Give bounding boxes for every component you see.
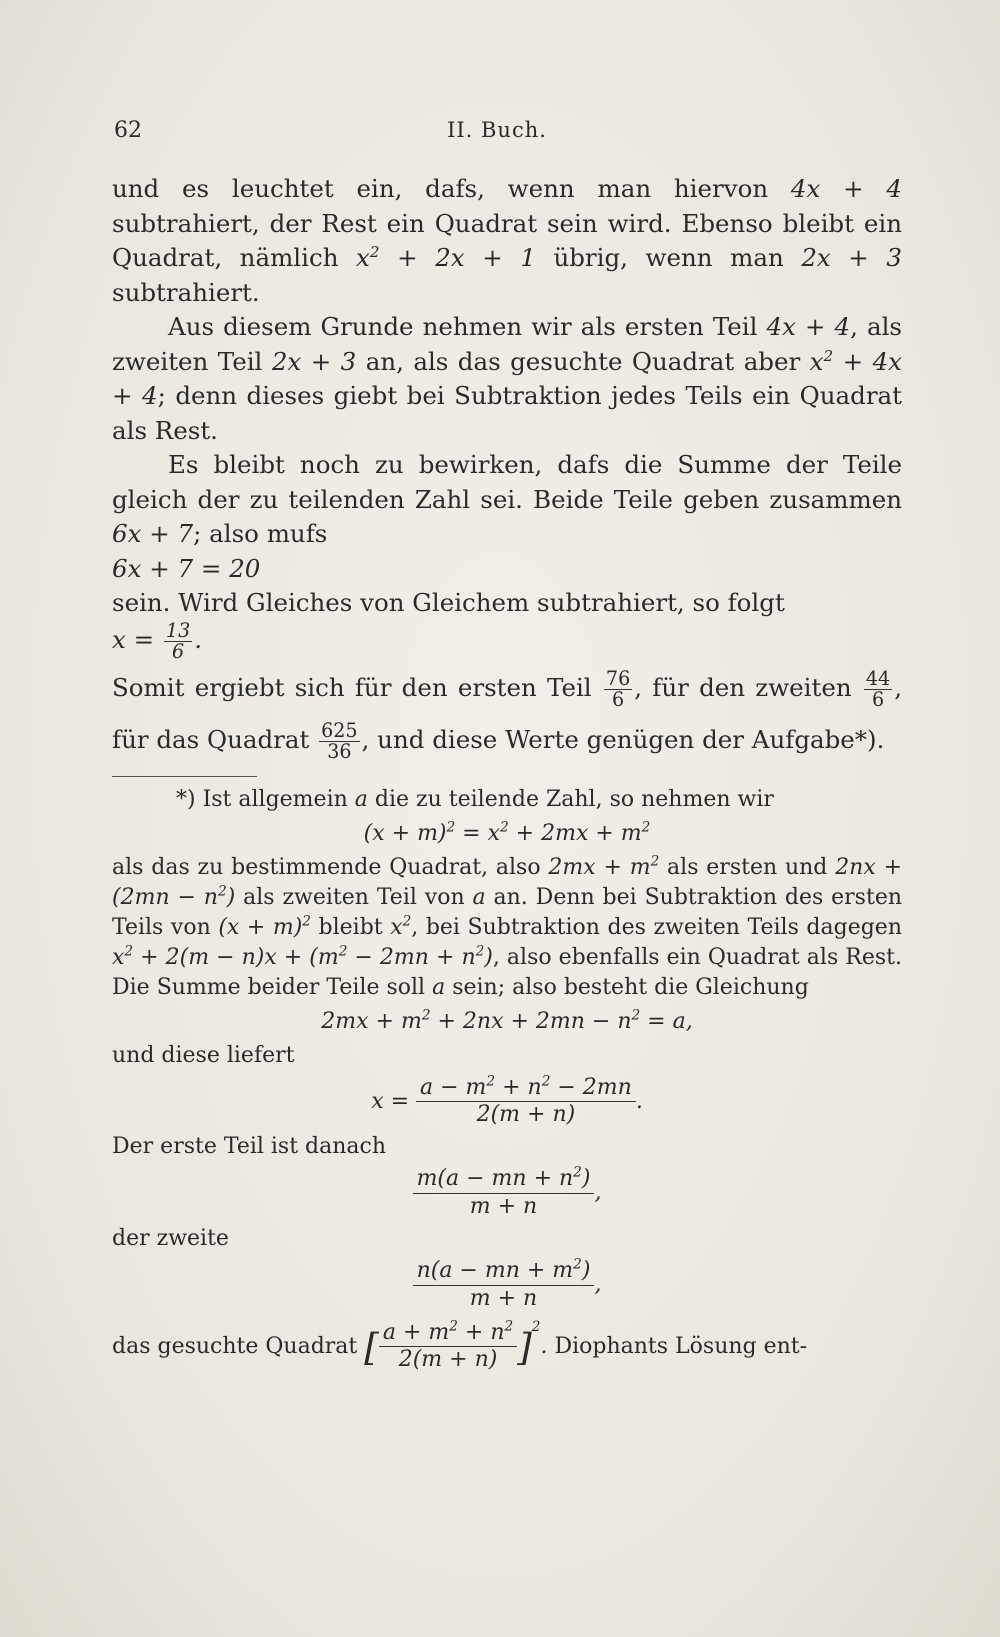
superscript: 2 — [641, 819, 651, 836]
math-part: + n — [495, 1074, 542, 1100]
math-part: x — [390, 914, 403, 940]
superscript: 2 — [573, 1256, 582, 1273]
math-part: a + m — [382, 1319, 450, 1345]
text: als zweiten Teil von — [235, 884, 473, 910]
footnote-line-6 — [112, 1320, 902, 1374]
denominator: m + n — [469, 1285, 538, 1311]
paragraph-5 — [112, 662, 902, 766]
main-text — [112, 172, 902, 1374]
math-expr: 4x + 4 — [790, 174, 902, 203]
paragraph-4: sein. Wird Gleiches von Gleichem subtrahiert, so folgt — [112, 588, 785, 617]
math-part: 2mx + m — [548, 854, 651, 880]
math-part: + 2(m − n)x + (m — [133, 944, 339, 970]
fraction — [379, 1320, 517, 1374]
denominator: 2(m + n) — [476, 1102, 576, 1128]
math-lhs: x = — [371, 1088, 417, 1114]
text: bleibt — [310, 914, 391, 940]
superscript: 2 — [500, 819, 509, 836]
math-expr — [364, 1318, 548, 1373]
page-number: 62 — [114, 118, 142, 143]
superscript: 2 — [446, 819, 456, 836]
left-bracket: [ — [364, 1324, 379, 1369]
fraction — [164, 618, 192, 663]
numerator: 625 — [321, 718, 358, 742]
math-var: a — [354, 786, 368, 812]
math-var: a — [472, 884, 486, 910]
math-expr: 4x + 4 — [766, 312, 851, 341]
punct: , — [685, 1008, 693, 1034]
numerator — [416, 1075, 636, 1102]
math-part: = a — [640, 1008, 686, 1034]
right-bracket: ] — [517, 1324, 532, 1369]
footnote-equation-c — [112, 1075, 902, 1129]
superscript: 2 — [531, 1318, 541, 1335]
math-expr: 2x + 3 — [801, 243, 902, 272]
footnote-equation-d — [112, 1166, 902, 1220]
superscript: 2 — [421, 1007, 431, 1024]
math-expr: 2x + 3 — [271, 346, 357, 376]
text: das gesuchte Quadrat — [112, 1333, 365, 1359]
math-part: m(a − mn + n — [416, 1166, 574, 1192]
fraction — [413, 1258, 595, 1312]
paragraph-3 — [112, 448, 902, 552]
text: ; also mufs — [193, 519, 328, 548]
math-var: x — [356, 243, 370, 272]
superscript: 2 — [631, 1007, 641, 1024]
math-part: ) — [581, 1258, 591, 1284]
math-part: + n — [457, 1319, 505, 1345]
math-part: (x + m) — [363, 820, 447, 846]
footnote-line-1 — [112, 785, 902, 815]
math-part: (x + m) — [218, 914, 303, 940]
footnote-line-5: der zweite — [112, 1226, 229, 1252]
math-part: − 2mn + n — [347, 944, 476, 970]
punct: . — [635, 1088, 643, 1114]
math-part: = x — [455, 820, 501, 846]
text: die zu teilende Zahl, so nehmen wir — [367, 786, 774, 812]
fraction — [319, 718, 359, 763]
text: Aus diesem Grunde nehmen wir als ersten Teil — [168, 312, 767, 341]
math-expr — [112, 945, 493, 970]
punct: . — [540, 1333, 548, 1359]
numerator: 44 — [865, 666, 891, 690]
footnote-paragraph-2 — [112, 853, 902, 1003]
page-header — [114, 118, 900, 148]
math-var: x — [809, 346, 824, 376]
superscript: 2 — [124, 943, 134, 960]
fraction — [416, 1075, 636, 1129]
math-expr — [218, 915, 311, 940]
denominator: 36 — [327, 739, 352, 763]
superscript: 2 — [541, 1073, 551, 1090]
footnote-line-3: und diese liefert — [112, 1042, 295, 1068]
numerator: 13 — [165, 618, 191, 642]
math-expr — [356, 243, 536, 272]
text: übrig, wenn man — [535, 243, 802, 272]
math-part: ) — [484, 944, 493, 970]
paragraph-1 — [112, 172, 902, 310]
math-rest: + 4x + 4 — [112, 346, 902, 410]
text: Es bleibt noch zu bewirken, dafs die Summe der Teile gleich der zu teilenden Zahl sei. Beide Teile geben zusammen — [112, 450, 902, 514]
denominator: 6 — [172, 639, 185, 663]
text: , für das Quadrat — [112, 672, 903, 754]
text: subtrahiert. — [112, 277, 260, 307]
punct: , — [594, 1272, 602, 1298]
math-expr — [548, 855, 659, 880]
text: , und diese Werte genügen der Aufgabe*). — [361, 724, 885, 754]
text: , für den zweiten — [634, 672, 862, 702]
denominator: 6 — [611, 687, 625, 711]
math-part: + 2mx + m — [508, 820, 642, 846]
text: *) Ist allgemein — [176, 786, 355, 812]
fraction — [864, 666, 892, 711]
equation-1: 6x + 7 = 20 — [112, 553, 261, 583]
math-part: ) — [226, 884, 236, 910]
superscript: 2 — [402, 913, 412, 930]
text: , bei Subtraktion des zweiten Teils dagegen — [411, 914, 902, 940]
superscript: 2 — [302, 913, 311, 930]
superscript: 2 — [217, 883, 227, 900]
superscript: 2 — [650, 853, 660, 870]
superscript: 2 — [449, 1318, 458, 1335]
numerator: 76 — [605, 666, 631, 690]
math-lhs: x = — [112, 624, 162, 654]
denominator: 6 — [871, 687, 885, 711]
superscript: 2 — [369, 242, 380, 261]
text: als ersten und — [659, 854, 836, 880]
denominator: 2(m + n) — [398, 1347, 498, 1373]
superscript: 2 — [475, 943, 485, 960]
footnote — [112, 785, 902, 1374]
footnote-equation-a — [112, 819, 902, 849]
text: und es leuchtet ein, dafs, wenn man hiervon — [112, 174, 791, 203]
math-part: + 2nx + 2mn − n — [430, 1008, 632, 1034]
footnote-equation-b — [112, 1007, 902, 1037]
superscript: 2 — [338, 943, 348, 960]
math-rest: + 2x + 1 — [379, 243, 536, 272]
math-part: n(a − mn + m — [416, 1258, 574, 1284]
math-expr: 6x + 7 — [112, 519, 194, 548]
footnote-equation-e — [112, 1258, 902, 1312]
text: als das zu bestimmende Quadrat, also — [112, 854, 549, 880]
punct: . — [194, 624, 203, 654]
text: an. Denn bei Subtraktion des ersten Teils von — [112, 884, 903, 940]
text: an, als das gesuchte Quadrat aber — [356, 346, 810, 376]
text: sein; also besteht die Gleichung — [445, 974, 809, 1000]
fraction — [604, 666, 632, 711]
math-expr — [390, 915, 411, 940]
text: , als zweiten Teil — [112, 312, 902, 376]
footnote-line-4: Der erste Teil ist danach — [112, 1134, 387, 1160]
math-part: ) — [581, 1166, 591, 1192]
numerator — [413, 1258, 595, 1285]
math-part: 2mx + m — [321, 1008, 422, 1034]
equation-2 — [112, 618, 902, 663]
text: Somit ergiebt sich für den ersten Teil — [112, 672, 602, 702]
text: Diophants Lösung ent- — [547, 1333, 808, 1359]
paragraph-2 — [112, 310, 902, 448]
fraction — [413, 1166, 595, 1220]
running-title: II. Buch. — [447, 118, 547, 142]
denominator: m + n — [469, 1193, 538, 1219]
text: ; denn dieses giebt bei Subtraktion jedes Teils ein Quadrat als Rest. — [112, 381, 902, 445]
superscript: 2 — [823, 346, 834, 365]
superscript: 2 — [486, 1073, 496, 1090]
numerator — [379, 1320, 517, 1347]
punct: , — [594, 1180, 602, 1206]
math-part: − 2mn — [550, 1074, 632, 1100]
math-part: a − m — [420, 1074, 487, 1100]
math-var: a — [432, 974, 446, 1000]
superscript: 2 — [573, 1165, 582, 1182]
footnote-separator — [112, 776, 257, 777]
text: , also ebenfalls ein Quadrat als Rest. Die Summe beider Teile soll — [112, 944, 902, 1000]
numerator — [413, 1166, 595, 1193]
text: subtrahiert, der Rest ein Quadrat sein wird. Ebenso bleibt ein Quadrat, nämlich — [112, 208, 902, 272]
math-part: x — [112, 944, 125, 970]
math-part: 2nx + (2mn − n — [112, 854, 903, 910]
superscript: 2 — [504, 1318, 514, 1335]
